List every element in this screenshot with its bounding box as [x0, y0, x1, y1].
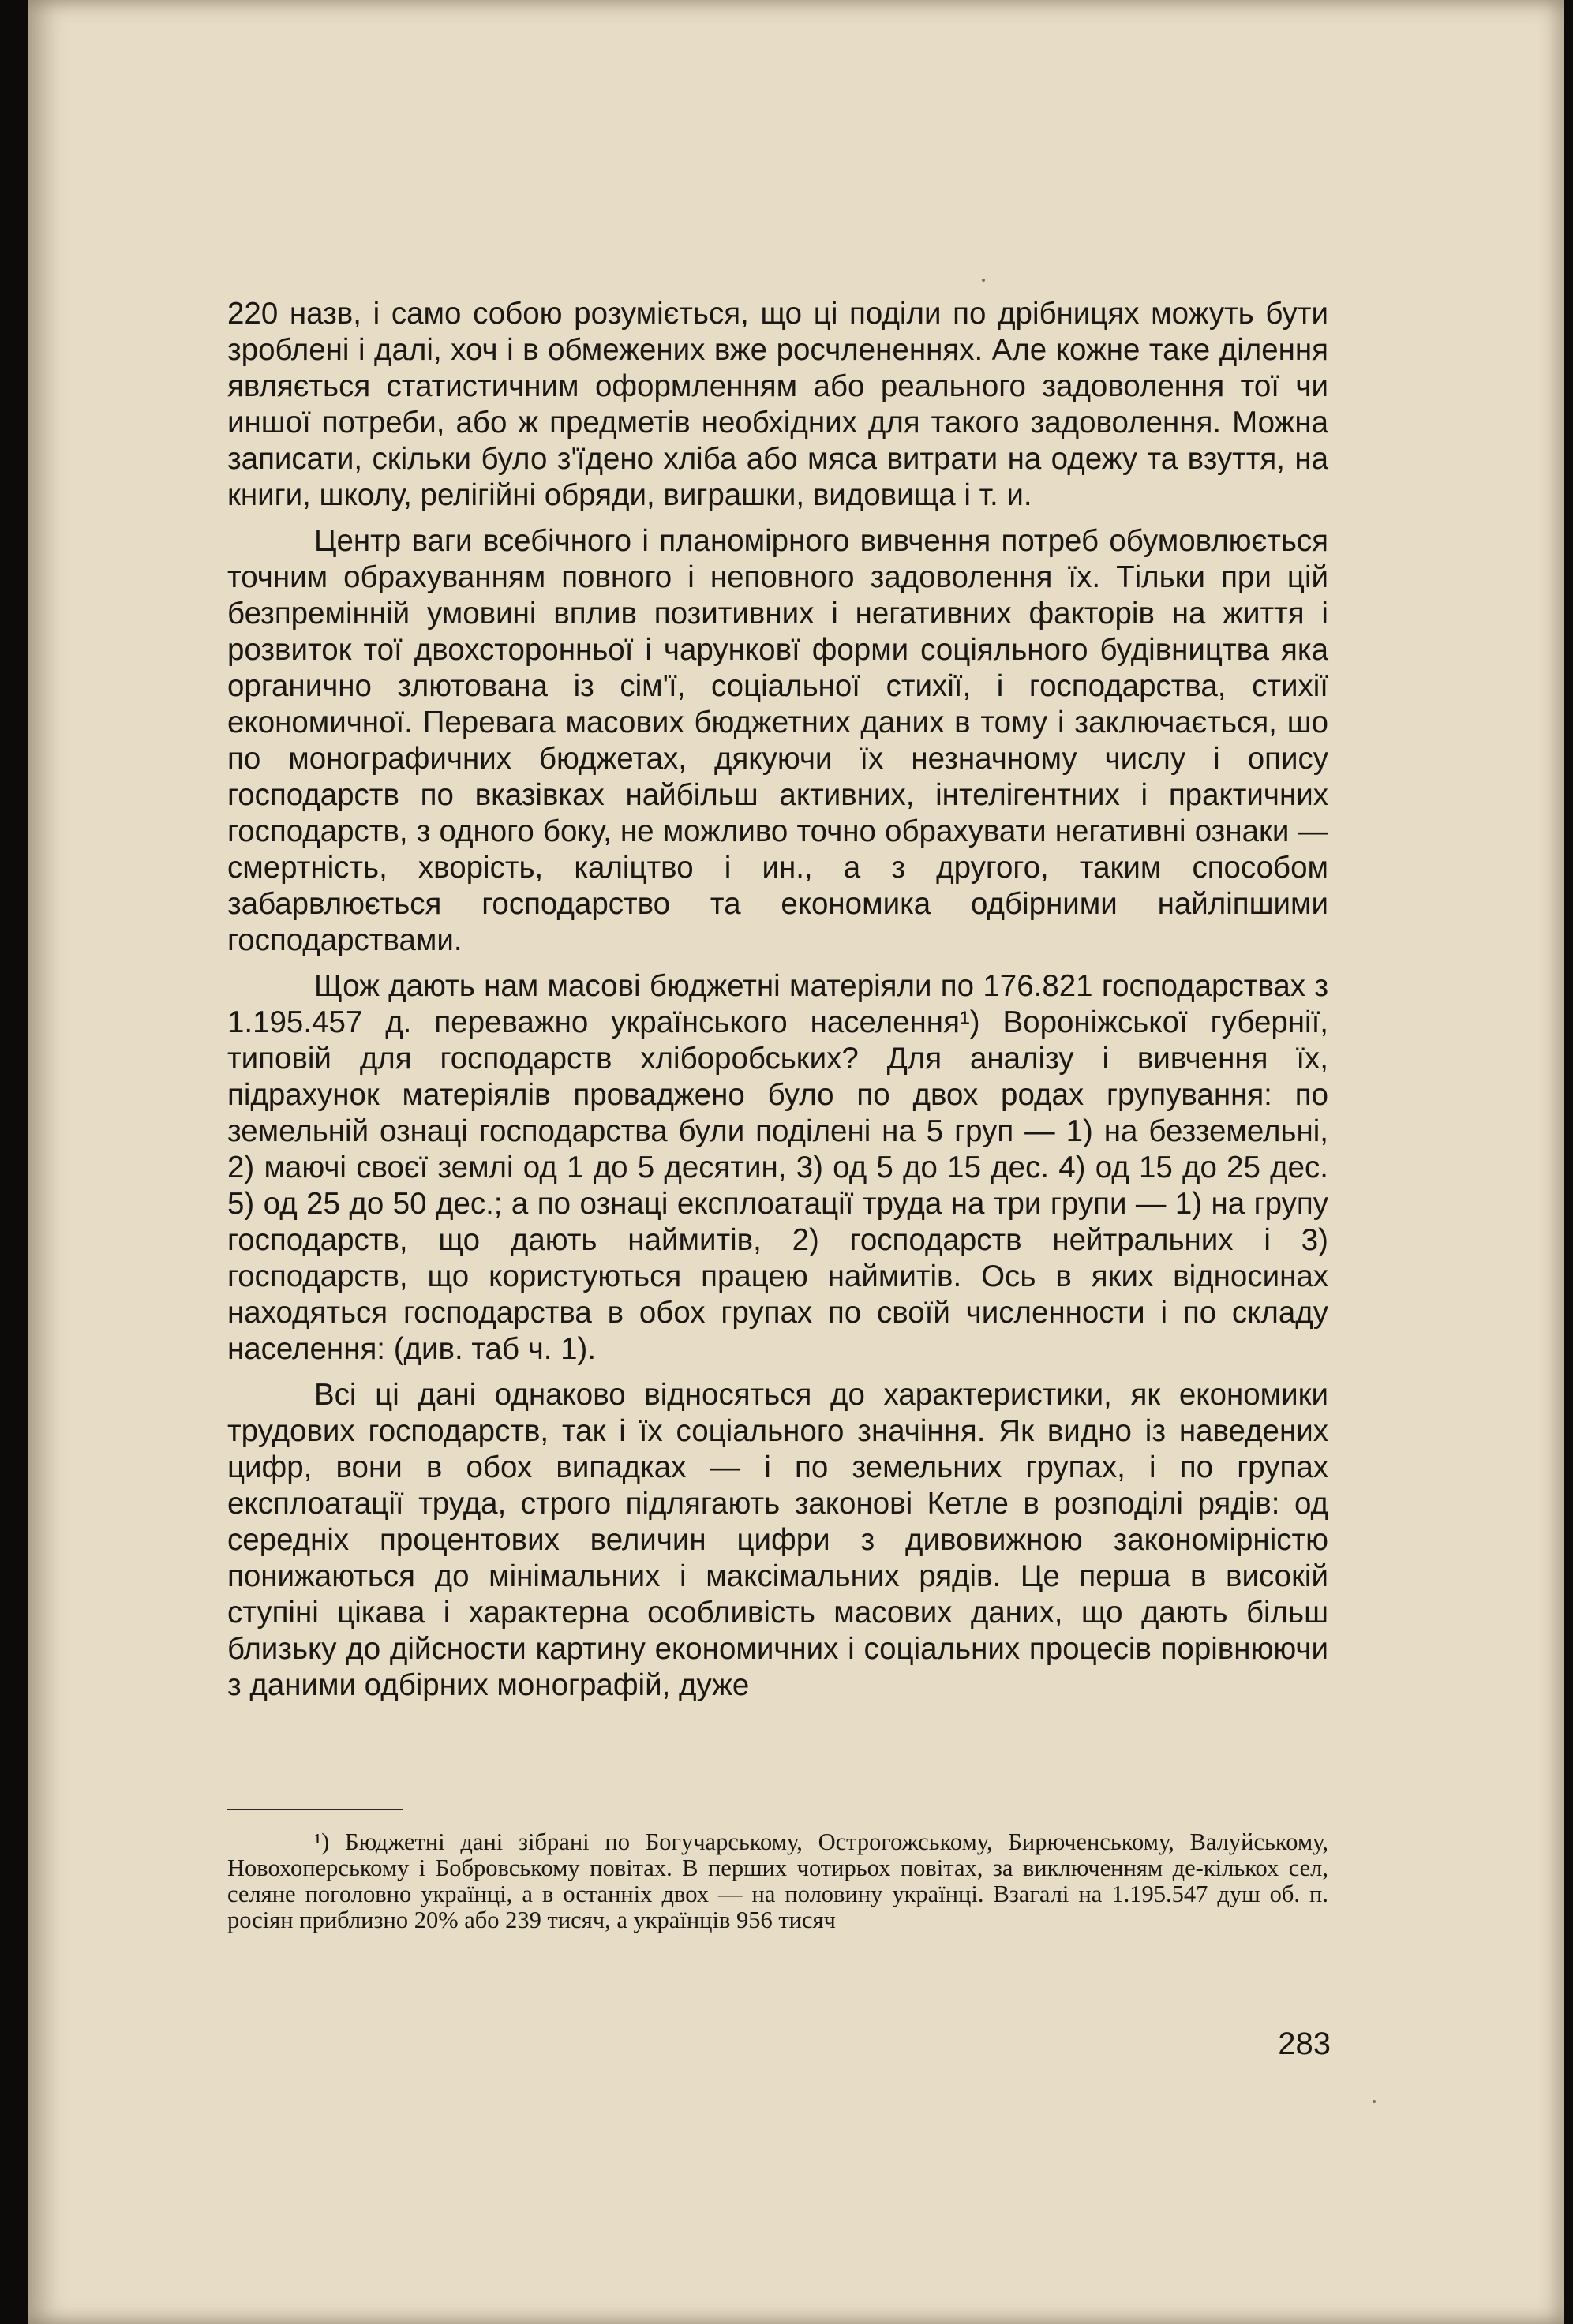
paragraph-3: Щож дають нам масові бюджетні матеріяли по 176.821 господарствах з 1.195.457 д. переважно українського населення¹) Вороніжської губернії, типовій для господарств хліборобських? Для аналізу і вивчення їх, підрахунок матеріялів проваджено було по двох родах групування: по земельній ознаці господарства були поділені на 5 груп — 1) на безземельні, 2) маючі своєї землі од 1 до 5 десятин, 3) од 5 до 15 дес. 4) од 15 до 25 дес. 5) од 25 до 50 дес.; а по ознаці експлоатації труда на три групи — 1) на групу господарств, що дають наймитів, 2) господарств нейтральних і 3) господарств, що користуються працею наймитів. Ось в яких відносинах находяться господарства в обох групах по своїй численности і по складу населення: (див. таб ч. 1). — [227, 969, 1328, 1366]
paragraph-2: Центр ваги всебічного і планомірного вивчення потреб обумовлюється точним обрахуванням повного і неповного задоволення їх. Тільки при цій безпремінній умовині вплив позитивних і негативних факторів на життя і розвиток тої двохсторонньої і чарунковї форми соціяльного будівництва яка органично злютована із сім'ї, соціальної стихії, і господарства, стихії економичної. Перевага масових бюджетних даних в тому і заключається, шо по монографичних бюджетах, дякуючи їх незначному числу і опису господарств по вказівках найбільш активних, інтелігентних і практичних господарств, з одного боку, не можливо точно обрахувати негативні ознаки — смертність, хворість, каліцтво і ин., а з другого, таким способом забарвлюється господарство та економика одбірними найліпшими господарствами. — [227, 524, 1328, 957]
footnote-divider — [227, 1809, 403, 1810]
paragraph-1: 220 назв, і само собою розуміється, що ці поділи по дрібницях можуть бути зроблені і далі, хоч і в обмежених вже росчлененнях. Але кожне таке ділення являється статистичним оформленням або реального задоволення тої чи иншої потреби, або ж предметів необхідних для такого задоволення. Можна записати, скільки було з'їдено хліба або мяса витрати на одежу та взуття, на книги, школу, релігійні обряди, виграшки, видовища і т. и. — [227, 297, 1328, 512]
paragraph-4: Всі ці дані однаково відносяться до характеристики, як економики трудових господарств, так і їх соціального значіння. Як видно із наведених цифр, вони в обох випадках — і по земельних групах, і по групах експлоатації труда, строго підлягають законові Кетле в розподілі рядів: од середніх процентових величин цифри з дивовижною закономірністю понижаються до мінімальних і максімальних рядів. Це перша в високій ступіні цікава і характерна особливість масових даних, що дають більш близьку до дійсности картину економичних і соціальних процесів порівнюючи з даними одбірних монографій, дуже — [227, 1378, 1328, 1702]
body-text — [227, 296, 1328, 1704]
page-number: 283 — [1278, 2026, 1331, 2061]
paper-speck — [1373, 2100, 1376, 2103]
paper-speck — [982, 279, 985, 282]
footnote: ¹) Бюджетні дані зібрані по Богучарському, Острогожському, Бирюченському, Валуйському, Новохоперському і Бобровському повітах. В перших чотирьох повітах, за виключенням де-кількох сел, селяне поголовно українці, а в останніх двох — на половину українці. Взагалі на 1.195.547 душ об. п. росіян приблизно 20% або 239 тисяч, а українців 956 тисяч — [227, 1828, 1328, 1933]
